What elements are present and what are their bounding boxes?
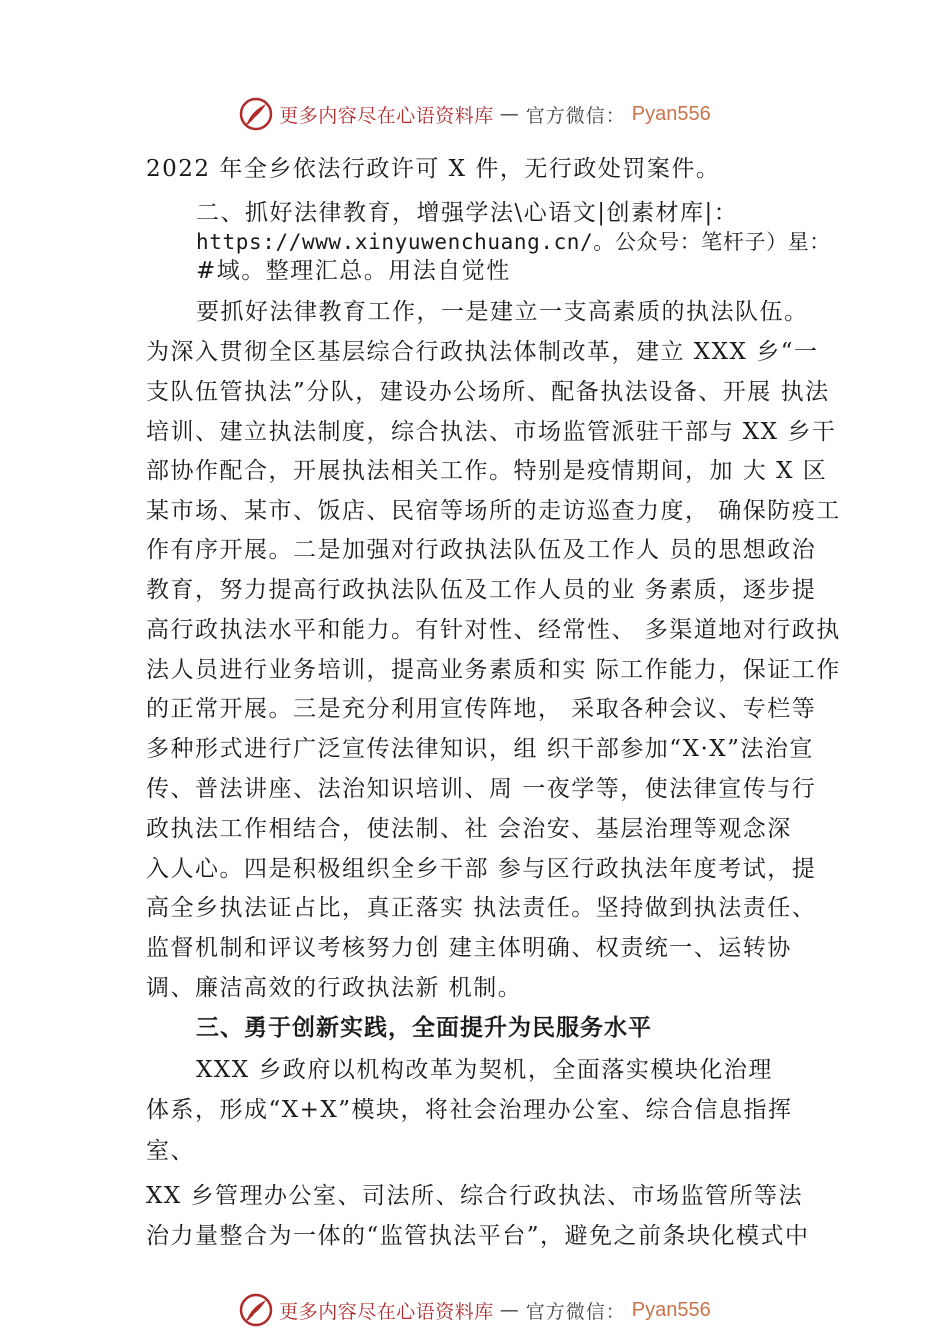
text-line: 法人员进行业务培训，提高业务素质和实 际工作能力，保证工作 [146, 657, 841, 683]
wechat-id: Pyan556 [631, 102, 711, 125]
text-line: 室、 [146, 1138, 195, 1164]
text-line: 监督机制和评议考核努力创 建主体明确、权责统一、运转协 [146, 935, 792, 961]
text-line: 体系，形成“X+X”模块，将社会治理办公室、综合信息指挥 [146, 1097, 793, 1123]
text-line: 高全乡执法证占比，真正落实 执法责任。坚持做到执法责任、 [146, 895, 817, 921]
wechat-id: Pyan556 [631, 1298, 711, 1321]
quill-logo-icon [239, 97, 273, 131]
watermark-banner-top [0, 94, 950, 134]
text-line: 部协作配合，开展执法相关工作。特别是疫情期间，加 大 X 区 [146, 458, 828, 484]
text-line: 治力量整合为一体的“监管执法平台”，避免之前条块化模式中 [146, 1223, 810, 1249]
section-heading-line: 二、抓好法律教育，增强学法\心语文|创素材库|： [196, 200, 739, 226]
watermark-banner-bottom [0, 1290, 950, 1330]
text-line: XX 乡管理办公室、司法所、综合行政执法、市场监管所等法 [146, 1183, 804, 1209]
wechat-label: 官方微信： [525, 1300, 626, 1323]
wechat-label: 官方微信： [525, 104, 626, 127]
text-line: 培训、建立执法制度，综合执法、市场监管派驻干部与 XX 乡干 [146, 419, 837, 445]
text-line: 政执法工作相结合，使法制、社 会治安、基层治理等观念深 [146, 816, 792, 842]
text-line: 高行政执法水平和能力。有针对性、经常性、 多渠道地对行政执 [146, 617, 841, 643]
promo-text: 更多内容尽在心语资料库 [279, 104, 494, 127]
text-line: 入人心。四是积极组织全乡干部 参与区行政执法年度考试，提 [146, 856, 817, 882]
text-line: 某市场、某市、饭店、民宿等场所的走访巡查力度， 确保防疫工 [146, 498, 841, 524]
text-line: 多种形式进行广泛宣传法律知识，组 织干部参加“X·X”法治宣 [146, 736, 814, 762]
text-line: 支队伍管执法”分队，建设办公场所、配备执法设备、开展 执法 [146, 379, 830, 405]
quill-logo-icon [239, 1293, 273, 1327]
text-line: 为深入贯彻全区基层综合行政执法体制改革，建立 XXX 乡“一 [146, 339, 819, 365]
paragraph-start: 要抓好法律教育工作，一是建立一支高素质的执法队伍。 [196, 299, 809, 325]
text-line: #域。整理汇总。用法自觉性 [196, 258, 511, 284]
text-line-url: https://www.xinyuwenchuang.cn/。公众号：笔杆子）星： [196, 230, 831, 254]
promo-text: 更多内容尽在心语资料库 [279, 1300, 494, 1323]
text-line: 教育，努力提高行政执法队伍及工作人员的业 务素质，逐步提 [146, 577, 817, 603]
text-line: 作有序开展。二是加强对行政执法队伍及工作人 员的思想政治 [146, 537, 817, 563]
banner-separator: — [499, 103, 520, 125]
text-line: 调、廉洁高效的行政执法新 机制。 [146, 975, 523, 1001]
text-line: 的正常开展。三是充分利用宣传阵地， 采取各种会议、专栏等 [146, 696, 817, 722]
text-line: 传、普法讲座、法治知识培训、周 一夜学等，使法律宣传与行 [146, 776, 817, 802]
section-heading: 三、勇于创新实践，全面提升为民服务水平 [196, 1015, 652, 1041]
banner-separator: — [499, 1299, 520, 1321]
text-line: 2022 年全乡依法行政许可 X 件，无行政处罚案件。 [146, 156, 721, 182]
paragraph-start: XXX 乡政府以机构改革为契机，全面落实模块化治理 [196, 1057, 773, 1083]
